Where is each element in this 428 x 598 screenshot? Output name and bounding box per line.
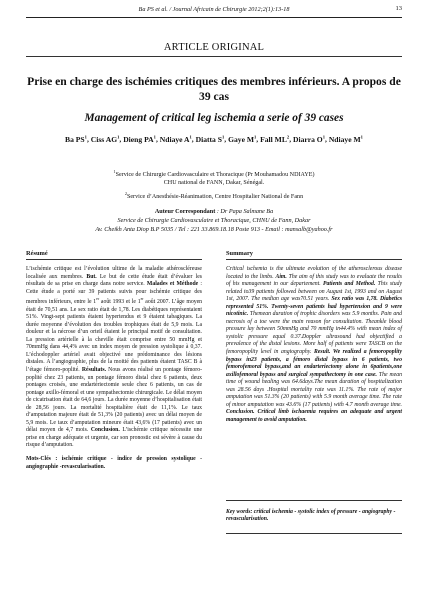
- correspondence: [26, 208, 402, 234]
- summary-bottom-rule: [226, 533, 402, 534]
- header-rule: [26, 17, 402, 18]
- summary-column: [226, 266, 402, 424]
- affiliation-2-marker: 2: [124, 191, 127, 196]
- author-affiliation-marker: 1: [117, 134, 120, 139]
- author-affiliation-marker: 1: [221, 134, 225, 139]
- resume-body: L’ischémie critique est l’évolution ultime de la maladie athéroscléreuse localisée aux membres. But. Le but de cette étude était d’évaluer les résultats de sa prise en charge dans notre service. Malades et Méthode : Cette étude a porté sur 39 patients suivis pour ischémie critique des membres inférieurs, entre le 1er août 1993 et le 1er août 2007. L’âge moyen était de 70,51 ans. Le sex ratio était de 1,78. Les diabétiques représentaient 51%. Vingt-sept patients étaient hypertendus et 9 étaient tabagiques. La durée moyenne d’évolution des troubles trophiques était de 5,9 mois. La douleur et la nécrose d’un orteil étaient le principal motif de consultation. La pression artérielle à la cheville était comprise entre 50 mmHg et 70mmHg dans 44,4% avec un index moyen de pression systolique à 0,37. L’échodoppler artériel avait objectivé une prédominance des lésions distales. A l’angiographie, plus de la moitié des patients étaient TASC B à l’étage fémoro-poplité. Résultats. Nous avons réalisé un pontage fémoro-poplité chez 23 patients, un pontage fémoro distal chez 6 patients, deux pontages croisés, une endartériectomie seule chez 6 patients, un cas de pontage axillo-fémoral et une sympathectomie chirurgicale. Le délai moyen de cicatrisation était de 64,6 jours. La durée moyenne d’hospitalisation était de 28,56 jours. La mortalité hospitalière était de 11,1%. Le taux d’amputation majeure était de 51,3% (20 patients) avec un délai moyen de 5,9 mois. Le taux d’amputation mineure était 43,6% (17 patients) avec un délai moyen de 4,7 mois. Conclusion. L’ischémie critique nécessite une prise en charge adéquate et urgente, car son pronostic est sévère à cause du risque d’amputation.: [26, 266, 202, 449]
- author: Ba $PS^1$: [65, 134, 87, 144]
- correspondence-label: Auteur Correspondant: [154, 208, 216, 215]
- title-english: Management of critical leg ischemia a serie of 39 cases: [84, 112, 344, 124]
- author-affiliation-marker: 1: [189, 134, 192, 139]
- summary-body: Critical ischemia is the ultimate evolution of the atherosclerous disease located to the limbs. Aim. The aim of this study was to evaluate the results of his management in our departement. Patients and Method. This study related to39 patients followed between on August 1st, 1993 and on August 1st, 2007. The median age was70.51 years. Sex ratio was 1,78. Diabetics represented 51%. Twenty-seven patients had hypertension and 9 were nicotinic. Themean duration of trophic disorders was 5.9 months. Pain and necrosis of a toe were the main reason for consultation. Theankle blood pressure lay between 50mmHg and 70 mmHg in44.4% with mean index of systolic pressure equal 0.37.Doppler ultrasound had objectified a prevalence of the distal lesions. More half of patients were TASCB on the femoropoplity level in angiography. Result. We realized a femoropoplity bypass in23 patients, a fémoro distal bypass in 6 patients, two femorofemoral bypass,and an endarteriectomy alone in 6patients,one axillofemoral bypass and surgical sympathectomy in one case. The mean time of wound healing was 64.6days.The mean duration of hospitalization was 28.56 days .Hospital mortality rate was 11.1%. The rate of major amputation was 51.3% (20 patients) with 5.9 month average time. The rate of minor amputation was 43.6% (17 patients) with 4.7 month average time. Conclusion. Critical limb ischaemia requires an adequate and urgent management to avoid amputation.: [226, 266, 402, 423]
- page-number: 13: [395, 5, 402, 12]
- resume-column: [26, 266, 202, 471]
- author-affiliation-marker: 1: [322, 134, 326, 139]
- section-label: ARTICLE ORIGINAL: [163, 42, 265, 53]
- author-affiliation-marker: 2: [286, 134, 290, 139]
- correspondence-name: : Dr Papa Salmane Ba: [216, 208, 274, 215]
- title-french: Prise en charge des ischémies critiques des membres inférieurs. A propos de 39 cas: [27, 75, 401, 103]
- author-affiliation-marker: 1: [360, 134, 363, 139]
- affiliation-1-text2: CHU national de FANN, Dakar, Sénégal.: [163, 180, 265, 187]
- summary-keywords: Key words: critical ischemia - systolic index of pressure - angiography - revascularisation.: [226, 500, 402, 524]
- author: Diarra $O^1$: [292, 134, 326, 144]
- author: Fall $ML^2$: [260, 134, 290, 144]
- author: Gaye $M^1$: [228, 134, 257, 144]
- affiliation-1: [26, 168, 402, 188]
- summary-rule: [226, 259, 402, 260]
- author-list: Ba $PS^1$, Ciss $AG^1$, Dieng $PA^1$, Ndiaye $A^1$, Diatta $S^1$, Gaye $M^1$, Fall $ML^2$, Diarra $O^1$, Ndiaye $M^1$: [65, 134, 363, 144]
- resume-heading: Résumé: [26, 250, 48, 257]
- author: Ciss $AG^1$: [90, 134, 120, 144]
- resume-rule: [26, 259, 202, 260]
- affiliation-2: [26, 190, 402, 201]
- affiliation-1-text: Service de Chirurgie Cardiovasculaire et Thoracique (Pr Mouhamadou NDIAYE): [115, 172, 315, 179]
- summary-heading: Summary: [226, 250, 253, 257]
- author: Ndiaye $A^1$: [159, 134, 192, 144]
- author-affiliation-marker: 1: [84, 134, 87, 139]
- author: Diatta $S^1$: [195, 134, 225, 144]
- correspondence-contact: Av. Cheikh Anta Diop B.P 5035 / Tel : 221 33.869.18.18 Poste 913 - Email : mansalb@yahoo.fr: [95, 225, 333, 233]
- section-rule: [26, 56, 402, 57]
- author: Ndiaye $M^1$: [328, 134, 363, 144]
- author: Dieng $PA^1$: [123, 134, 156, 144]
- affiliation-2-text: Service d’Anesthésie-Réanimation, Centre Hospitalier National de Fann: [126, 194, 304, 201]
- affiliation-1-marker: 1: [113, 169, 116, 174]
- author-affiliation-marker: 1: [153, 134, 156, 139]
- resume-keywords: Mots-Clés : ischémie critique - indice de pression systolique - angiographie -revascularisation.: [26, 456, 202, 470]
- journal-reference: Ba PS et al. / Journal Africain de Chirurgie 2012;2(1):13-18: [138, 6, 290, 13]
- author-affiliation-marker: 1: [254, 134, 257, 139]
- correspondence-service: Service de Chirurgie Cardiovasculaire et Thoracique, CHNU de Fann, Dakar: [117, 216, 311, 224]
